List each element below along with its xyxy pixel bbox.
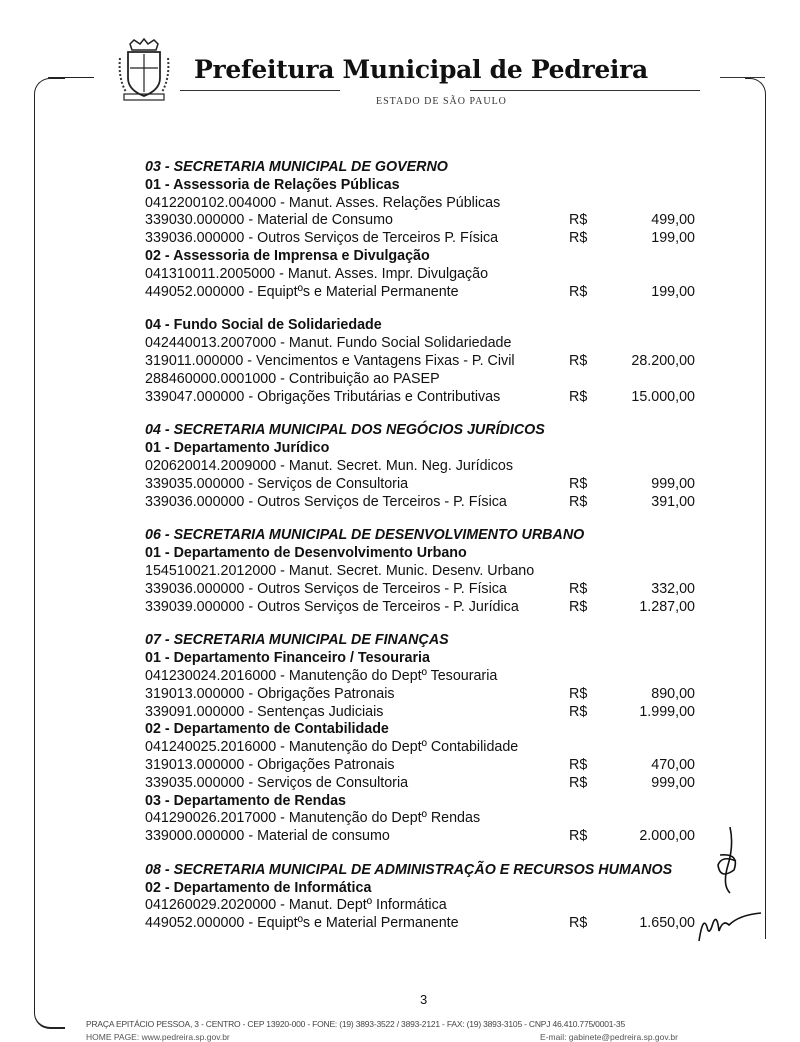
- program-line: [145, 810, 705, 828]
- department-heading: [145, 440, 705, 458]
- expense-description: 339035.000000 - Serviços de Consultoria: [145, 475, 409, 492]
- currency-symbol: R$: [569, 230, 588, 247]
- program-line: [145, 458, 705, 476]
- expense-description: 319013.000000 - Obrigações Patronais: [145, 756, 395, 773]
- footer-address: PRAÇA EPITÁCIO PESSOA, 3 - CENTRO - CEP 13920-000 - FONE: (19) 3893-3522 / 3893-2121 - FAX: (19) 3893-3105 - CNPJ 46.410.775/0001-35: [86, 1019, 625, 1029]
- expense-entry: [145, 828, 705, 846]
- expense-description: 449052.000000 - Equiptºs e Material Permanente: [145, 915, 459, 932]
- program-line: [145, 266, 705, 284]
- program-line: [145, 563, 705, 581]
- program-description: 0412200102.004000 - Manut. Asses. Relações Públicas: [145, 194, 501, 211]
- page-border-left: [34, 78, 65, 1029]
- expense-amount: 199,00: [651, 230, 695, 247]
- department-name: 02 - Departamento de Informática: [145, 879, 372, 896]
- expense-description: 319011.000000 - Vencimentos e Vantagens Fixas - P. Civil: [145, 352, 515, 369]
- department-name: 03 - Departamento de Rendas: [145, 792, 347, 809]
- budget-section: [145, 632, 705, 846]
- currency-symbol: R$: [569, 915, 588, 932]
- expense-entry: [145, 389, 705, 407]
- section-title: 08 - SECRETARIA MUNICIPAL DE ADMINISTRAÇÃO E RECURSOS HUMANOS: [145, 861, 673, 878]
- program-line: [145, 739, 705, 757]
- header-rule-right: [720, 77, 765, 78]
- title-rule: [470, 90, 700, 91]
- currency-symbol: R$: [569, 598, 588, 615]
- expense-entry: [145, 212, 705, 230]
- page-border-top-left: [48, 77, 94, 78]
- expense-description: 339030.000000 - Material de Consumo: [145, 212, 393, 229]
- municipal-crest-logo: [116, 38, 172, 104]
- department-name: 04 - Fundo Social de Solidariedade: [145, 317, 382, 334]
- expense-entry: [145, 494, 705, 512]
- expense-entry: [145, 704, 705, 722]
- section-title: 03 - SECRETARIA MUNICIPAL DE GOVERNO: [145, 159, 448, 175]
- currency-symbol: R$: [569, 774, 588, 791]
- budget-section: [145, 862, 705, 933]
- expense-description: 339036.000000 - Outros Serviços de Terceiros - P. Física: [145, 493, 507, 510]
- expense-amount: 15.000,00: [631, 388, 695, 405]
- budget-content: [145, 159, 705, 949]
- department-heading: [145, 721, 705, 739]
- expense-amount: 28.200,00: [631, 352, 695, 369]
- budget-section: [145, 317, 705, 406]
- budget-section: [145, 527, 705, 616]
- expense-entry: [145, 581, 705, 599]
- currency-symbol: R$: [569, 703, 588, 720]
- department-heading: [145, 650, 705, 668]
- expense-amount: 332,00: [651, 580, 695, 597]
- section-title: 04 - SECRETARIA MUNICIPAL DOS NEGÓCIOS JURÍDICOS: [145, 422, 545, 439]
- page-number: 3: [420, 992, 428, 1007]
- program-line: [145, 335, 705, 353]
- expense-entry: [145, 915, 705, 933]
- department-name: 01 - Departamento Financeiro / Tesouraria: [145, 650, 430, 667]
- expense-description: 339039.000000 - Outros Serviços de Terceiros - P. Jurídica: [145, 598, 519, 615]
- currency-symbol: R$: [569, 493, 588, 510]
- expense-description: 339000.000000 - Material de consumo: [145, 828, 390, 845]
- program-description: 020620014.2009000 - Manut. Secret. Mun. Neg. Jurídicos: [145, 457, 513, 474]
- currency-symbol: R$: [569, 828, 588, 845]
- expense-entry: [145, 353, 705, 371]
- expense-amount: 391,00: [651, 493, 695, 510]
- department-name: 01 - Departamento de Desenvolvimento Urbano: [145, 545, 467, 562]
- expense-description: 339047.000000 - Obrigações Tributárias e Contributivas: [145, 388, 501, 405]
- page-border-right: [745, 78, 766, 939]
- expense-amount: 999,00: [651, 774, 695, 791]
- program-description: 041240025.2016000 - Manutenção do Deptº Contabilidade: [145, 739, 519, 756]
- expense-description: 319013.000000 - Obrigações Patronais: [145, 685, 395, 702]
- currency-symbol: R$: [569, 475, 588, 492]
- expense-entry: [145, 476, 705, 494]
- expense-amount: 199,00: [651, 283, 695, 300]
- budget-section: [145, 422, 705, 511]
- currency-symbol: R$: [569, 212, 588, 229]
- program-description: 154510021.2012000 - Manut. Secret. Munic. Desenv. Urbano: [145, 562, 535, 579]
- expense-amount: 470,00: [651, 756, 695, 773]
- department-heading: [145, 248, 705, 266]
- program-description: 041260029.2020000 - Manut. Deptº Informática: [145, 897, 447, 914]
- expense-entry: [145, 230, 705, 248]
- expense-amount: 890,00: [651, 685, 695, 702]
- expense-amount: 1.650,00: [639, 915, 695, 932]
- program-description: 041310011.2005000 - Manut. Asses. Impr. Divulgação: [145, 265, 489, 282]
- expense-entry: [145, 686, 705, 704]
- expense-description: 339035.000000 - Serviços de Consultoria: [145, 774, 409, 791]
- department-heading: [145, 545, 705, 563]
- expense-description: 449052.000000 - Equiptºs e Material Permanente: [145, 283, 459, 300]
- document-title: Prefeitura Municipal de Pedreira: [194, 55, 648, 84]
- department-name: 01 - Departamento Jurídico: [145, 440, 330, 457]
- currency-symbol: R$: [569, 685, 588, 702]
- expense-description: 339091.000000 - Sentenças Judiciais: [145, 703, 384, 720]
- title-rule: [240, 90, 340, 91]
- footer-email: E-mail: gabinete@pedreira.sp.gov.br: [540, 1032, 678, 1042]
- expense-amount: 1.287,00: [639, 598, 695, 615]
- department-name: 02 - Departamento de Contabilidade: [145, 721, 389, 738]
- expense-amount: 1.999,00: [639, 703, 695, 720]
- expense-description: 339036.000000 - Outros Serviços de Terceiros - P. Física: [145, 580, 507, 597]
- title-rule: [180, 90, 240, 91]
- section-title: 07 - SECRETARIA MUNICIPAL DE FINANÇAS: [145, 632, 449, 649]
- department-name: 01 - Assessoria de Relações Públicas: [145, 176, 400, 193]
- program-line: [145, 668, 705, 686]
- expense-entry: [145, 757, 705, 775]
- currency-symbol: R$: [569, 388, 588, 405]
- program-description: 288460000.0001000 - Contribuição ao PASEP: [145, 370, 440, 387]
- expense-amount: 2.000,00: [639, 828, 695, 845]
- expense-amount: 999,00: [651, 475, 695, 492]
- section-title: 06 - SECRETARIA MUNICIPAL DE DESENVOLVIMENTO URBANO: [145, 527, 585, 544]
- program-line: [145, 195, 705, 213]
- currency-symbol: R$: [569, 352, 588, 369]
- program-description: 041230024.2016000 - Manutenção do Deptº Tesouraria: [145, 667, 498, 684]
- department-heading: [145, 317, 705, 335]
- expense-entry: [145, 284, 705, 302]
- document-subtitle: ESTADO DE SÃO PAULO: [376, 96, 507, 107]
- expense-entry: [145, 775, 705, 793]
- expense-description: 339036.000000 - Outros Serviços de Terceiros P. Física: [145, 230, 499, 247]
- department-name: 02 - Assessoria de Imprensa e Divulgação: [145, 247, 430, 264]
- signature: [695, 905, 765, 945]
- program-line: [145, 371, 705, 389]
- signature-initials: [700, 825, 750, 895]
- expense-entry: [145, 599, 705, 617]
- budget-section: [145, 159, 705, 301]
- currency-symbol: R$: [569, 283, 588, 300]
- expense-amount: 499,00: [651, 212, 695, 229]
- program-line: [145, 897, 705, 915]
- program-description: 041290026.2017000 - Manutenção do Deptº Rendas: [145, 810, 481, 827]
- currency-symbol: R$: [569, 756, 588, 773]
- footer-homepage: HOME PAGE: www.pedreira.sp.gov.br: [86, 1032, 230, 1042]
- currency-symbol: R$: [569, 580, 588, 597]
- department-heading: [145, 793, 705, 811]
- department-heading: [145, 177, 705, 195]
- department-heading: [145, 880, 705, 898]
- program-description: 042440013.2007000 - Manut. Fundo Social Solidariedade: [145, 335, 512, 352]
